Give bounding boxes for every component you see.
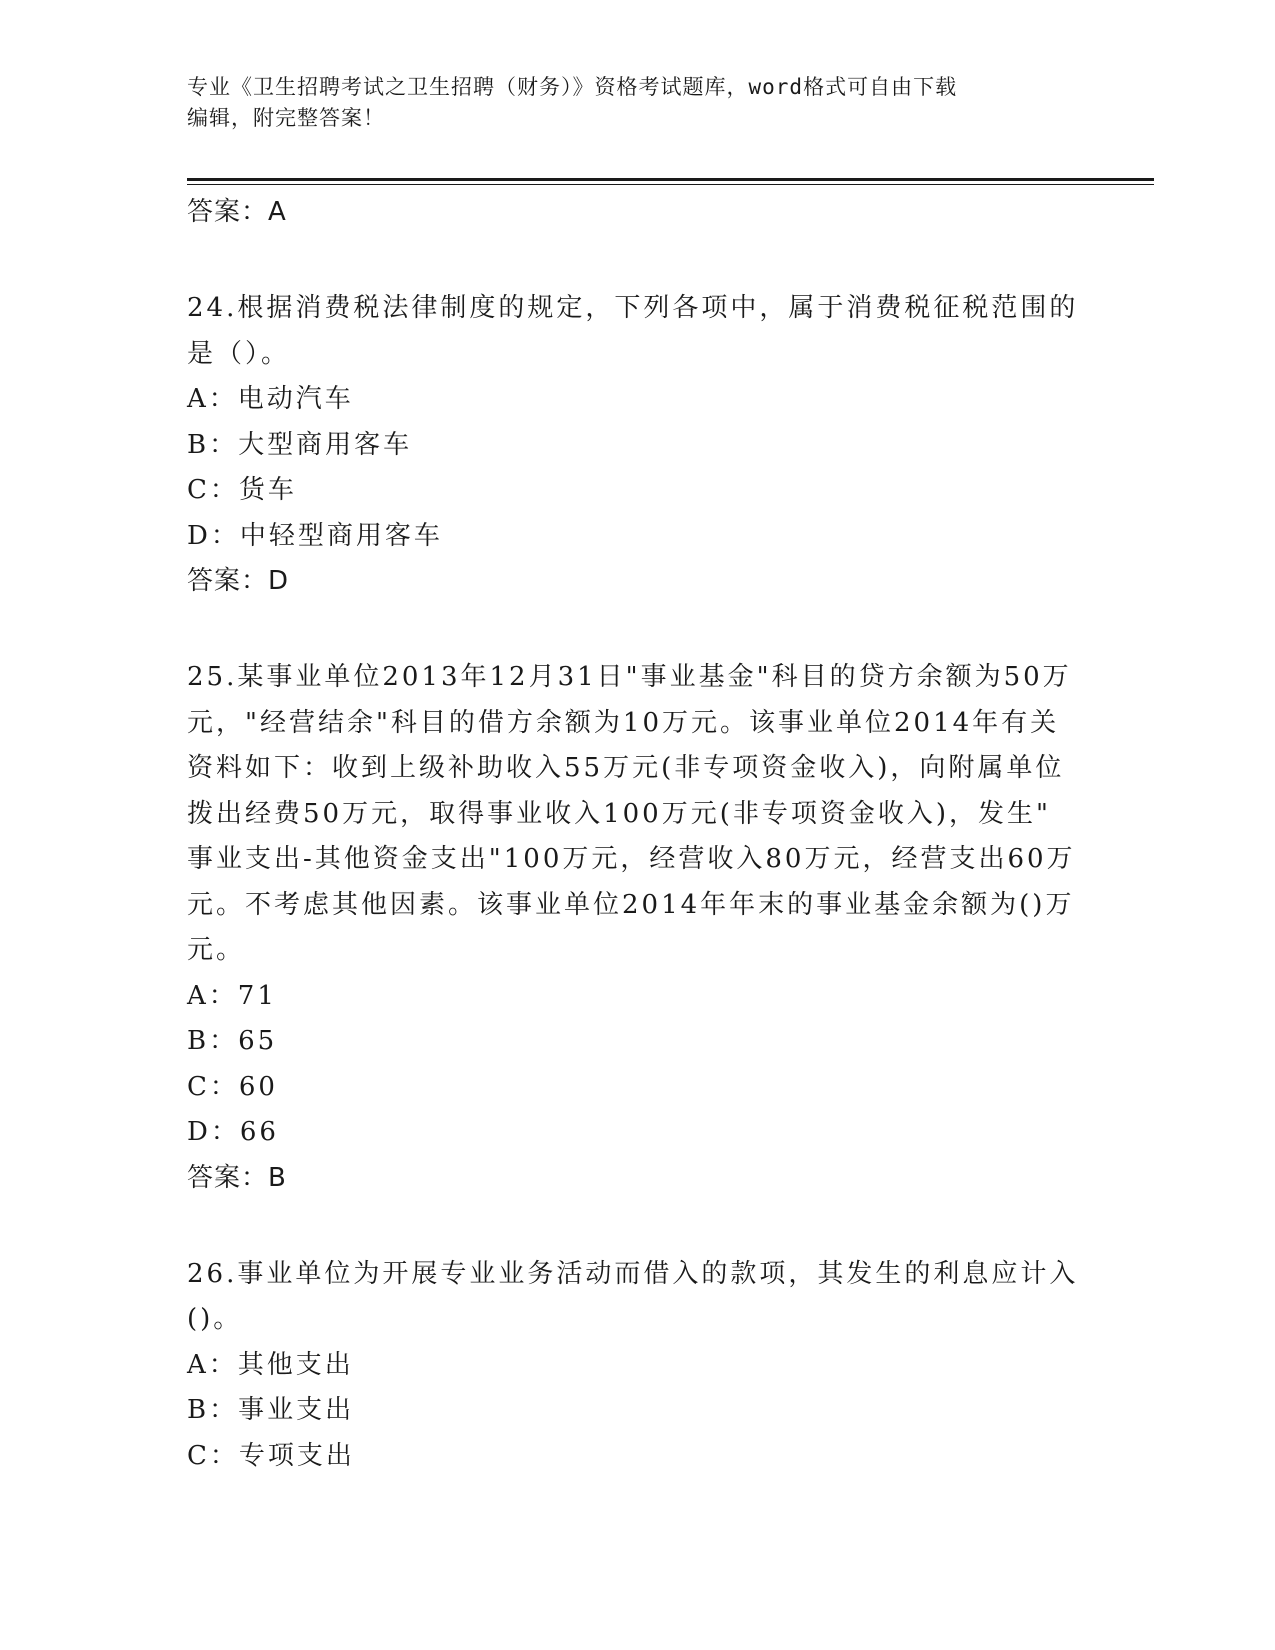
option-b: B：大型商用客车	[187, 429, 413, 460]
question-24	[187, 286, 1087, 603]
question-list	[187, 190, 1087, 1479]
question-text-line: 资料如下：收到上级补助收入55万元(非专项资金收入)，向附属单位	[187, 753, 1065, 783]
answer-24: 答案：D	[187, 566, 290, 596]
option-a: A：电动汽车	[187, 384, 354, 414]
document-header	[187, 72, 1067, 134]
question-text-line: 26.事业单位为开展专业业务活动而借入的款项，其发生的利息应计入	[187, 1258, 1079, 1289]
option-c: C：货车	[187, 475, 297, 505]
question-25	[187, 655, 1087, 1200]
question-text-line: 元，"经营结余"科目的借方余额为10万元。该事业单位2014年有关	[187, 707, 1060, 738]
option-c: C：专项支出	[187, 1440, 355, 1471]
question-text-line: ()。	[187, 1304, 243, 1334]
answer-previous: 答案：A	[187, 197, 287, 227]
header-divider-thin	[187, 184, 1154, 185]
question-26	[187, 1252, 1087, 1480]
option-c: C：60	[187, 1071, 278, 1102]
question-text-line: 是（）。	[187, 338, 291, 369]
option-d: D：中轻型商用客车	[187, 520, 443, 551]
header-divider-thick	[187, 178, 1154, 181]
question-text-line: 元。不考虑其他因素。该事业单位2014年年末的事业基金余额为()万	[187, 889, 1075, 920]
header-line-1: 专业《卫生招聘考试之卫生招聘（财务）》资格考试题库，word格式可自由下载	[187, 75, 958, 99]
option-b: B：事业支出	[187, 1395, 355, 1425]
question-text-line: 24.根据消费税法律制度的规定，下列各项中，属于消费税征税范围的	[187, 293, 1079, 323]
question-text-line: 拨出经费50万元，取得事业收入100万元(非专项资金收入)，发生"	[187, 798, 1051, 829]
question-text-line: 25.某事业单位2013年12月31日"事业基金"科目的贷方余额为50万	[187, 662, 1072, 692]
header-line-2: 编辑，附完整答案！	[187, 106, 385, 130]
question-text-line: 事业支出-其他资金支出"100万元，经营收入80万元，经营支出60万	[187, 844, 1076, 874]
option-b: B：65	[187, 1026, 278, 1056]
answer-25: 答案：B	[187, 1162, 287, 1193]
option-a: A：71	[187, 980, 277, 1011]
question-text-line: 元。	[187, 935, 246, 965]
option-a: A：其他支出	[187, 1349, 354, 1380]
option-d: D：66	[187, 1117, 279, 1147]
